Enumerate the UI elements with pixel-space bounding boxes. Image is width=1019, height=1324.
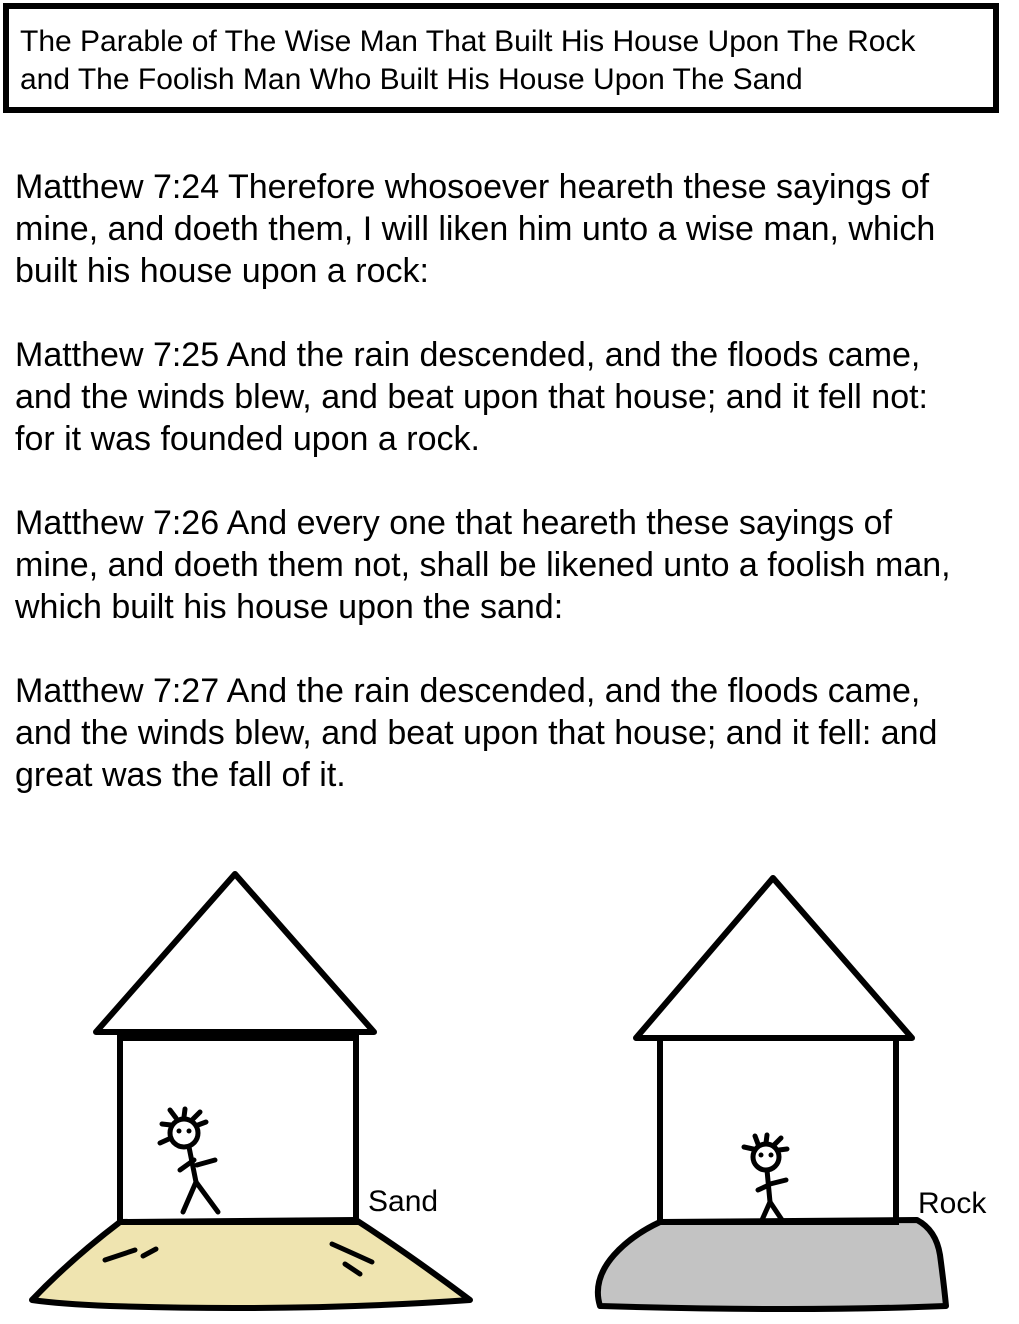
verse-line: Matthew 7:24 Therefore whosoever heareth these sayings of bbox=[15, 168, 930, 206]
sand-house-roof-icon bbox=[96, 874, 374, 1032]
verse-line: Matthew 7:25 And the rain descended, and the floods came, bbox=[15, 336, 921, 374]
verse-line: Matthew 7:26 And every one that heareth these sayings of bbox=[15, 504, 893, 542]
verse-matthew-7-26 bbox=[15, 502, 1019, 628]
title-line-1: The Parable of The Wise Man That Built His House Upon The Rock bbox=[20, 25, 916, 58]
sand-label: Sand bbox=[368, 1185, 439, 1218]
verse-matthew-7-27 bbox=[15, 670, 1019, 796]
verse-matthew-7-25 bbox=[15, 334, 1019, 460]
title-line-2: and The Foolish Man Who Built His House Upon The Sand bbox=[20, 63, 803, 96]
houses-drawing bbox=[0, 860, 1019, 1319]
rock-house-roof-icon bbox=[636, 878, 912, 1038]
verse-line: built his house upon a rock: bbox=[15, 252, 429, 290]
verse-line: great was the fall of it. bbox=[15, 756, 346, 794]
sand-house bbox=[32, 874, 470, 1308]
rock-house-wall-icon bbox=[660, 1038, 896, 1222]
verses bbox=[15, 166, 1019, 838]
sand-ground-icon bbox=[32, 1220, 470, 1308]
illustration bbox=[0, 860, 1019, 1319]
verse-line: and the winds blew, and beat upon that house; and it fell not: bbox=[15, 378, 929, 416]
verse-line: and the winds blew, and beat upon that house; and it fell: and bbox=[15, 714, 938, 752]
verse-line: mine, and doeth them, I will liken him unto a wise man, which bbox=[15, 210, 936, 248]
sand-stick-figure-icon bbox=[160, 1109, 218, 1212]
rock-house bbox=[598, 878, 946, 1309]
verse-matthew-7-24 bbox=[15, 166, 1019, 292]
title-box bbox=[3, 3, 999, 113]
verse-line: Matthew 7:27 And the rain descended, and the floods came, bbox=[15, 672, 921, 710]
rock-ground-icon bbox=[598, 1220, 946, 1309]
verse-line: mine, and doeth them not, shall be likened unto a foolish man, bbox=[15, 546, 951, 584]
sand-house-wall-icon bbox=[120, 1038, 356, 1222]
rock-stick-figure-icon bbox=[744, 1135, 787, 1220]
verse-line: which built his house upon the sand: bbox=[15, 588, 564, 626]
rock-label: Rock bbox=[918, 1187, 987, 1220]
verse-line: for it was founded upon a rock. bbox=[15, 420, 480, 458]
